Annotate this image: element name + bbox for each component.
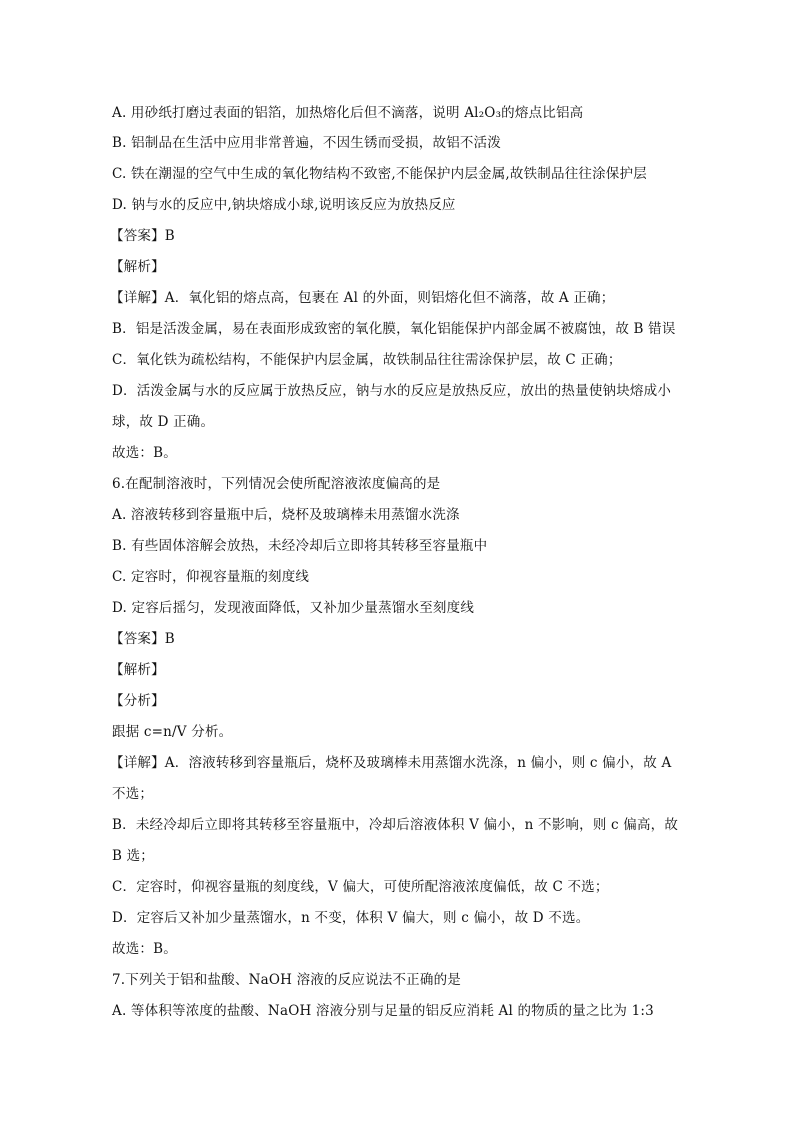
detail-line: C．氧化铁为疏松结构，不能保护内层金属，故铁制品往往需涂保护层，故 C 正确； [112,352,622,368]
detail-line: 球，故 D 正确。 [112,414,215,430]
question-title: 6.在配制溶液时，下列情况会使所配溶液浓度偏高的是 [112,476,441,492]
analysis-sub-tag: 【分析】 [110,693,165,709]
answer-tag: 【答案】B [110,228,175,244]
analysis-tag: 【解析】 [110,662,165,678]
detail-line: B．未经冷却后立即将其转移至容量瓶中，冷却后溶液体积 V 偏小，n 不影响，则 c 偏高，故 [112,817,679,833]
option-c-line: C. 铁在潮湿的空气中生成的氧化物结构不致密,不能保护内层金属,故铁制品往往涂保护层 [112,166,647,182]
option-a-line: A. 用砂纸打磨过表面的铝箔，加热熔化后但不滴落，说明 Al₂O₃的熔点比铝高 [112,105,584,121]
option-b-line: B. 铝制品在生活中应用非常普遍，不因生锈而受损，故铝不活泼 [112,135,502,151]
conclusion-line: 故选：B。 [112,445,177,461]
detail-line: D．定容后又补加少量蒸馏水，n 不变，体积 V 偏大，则 c 偏小，故 D 不选。 [112,910,590,926]
detail-line: C．定容时，仰视容量瓶的刻度线，V 偏大，可使所配溶液浓度偏低，故 C 不选； [112,879,609,895]
conclusion-line: 故选：B。 [112,941,177,957]
detail-line: B 选； [112,848,155,864]
detail-line: B．铝是活泼金属，易在表面形成致密的氧化膜，氧化铝能保护内部金属不被腐蚀，故 B 错误 [112,321,676,337]
option-a-line: A. 溶液转移到容量瓶中后，烧杯及玻璃棒未用蒸馏水洗涤 [112,507,460,523]
option-d-line: D. 钠与水的反应中,钠块熔成小球,说明该反应为放热反应 [112,197,456,213]
detail-line: D．活泼金属与水的反应属于放热反应，钠与水的反应是放热反应，放出的热量使钠块熔成小 [112,383,672,399]
option-a-line: A. 等体积等浓度的盐酸、NaOH 溶液分别与足量的铝反应消耗 Al 的物质的量之比为 1:3 [112,1003,654,1019]
option-c-line: C. 定容时，仰视容量瓶的刻度线 [112,569,310,585]
question-title: 7.下列关于铝和盐酸、NaOH 溶液的反应说法不正确的是 [112,972,461,988]
answer-tag: 【答案】B [110,631,175,647]
detail-line: 【详解】A．溶液转移到容量瓶后，烧杯及玻璃棒未用蒸馏水洗涤，n 偏小，则 c 偏小，故 A [110,755,672,771]
detail-line: 不选； [112,786,154,802]
analysis-tag: 【解析】 [110,259,165,275]
option-b-line: B. 有些固体溶解会放热，未经冷却后立即将其转移至容量瓶中 [112,538,488,554]
detail-line: 【详解】A．氧化铝的熔点高，包裹在 Al 的外面，则铝熔化但不滴落，故 A 正确； [110,290,615,306]
analysis-line: 跟据 c=n/V 分析。 [112,724,233,740]
option-d-line: D. 定容后摇匀，发现液面降低，又补加少量蒸馏水至刻度线 [112,600,475,616]
